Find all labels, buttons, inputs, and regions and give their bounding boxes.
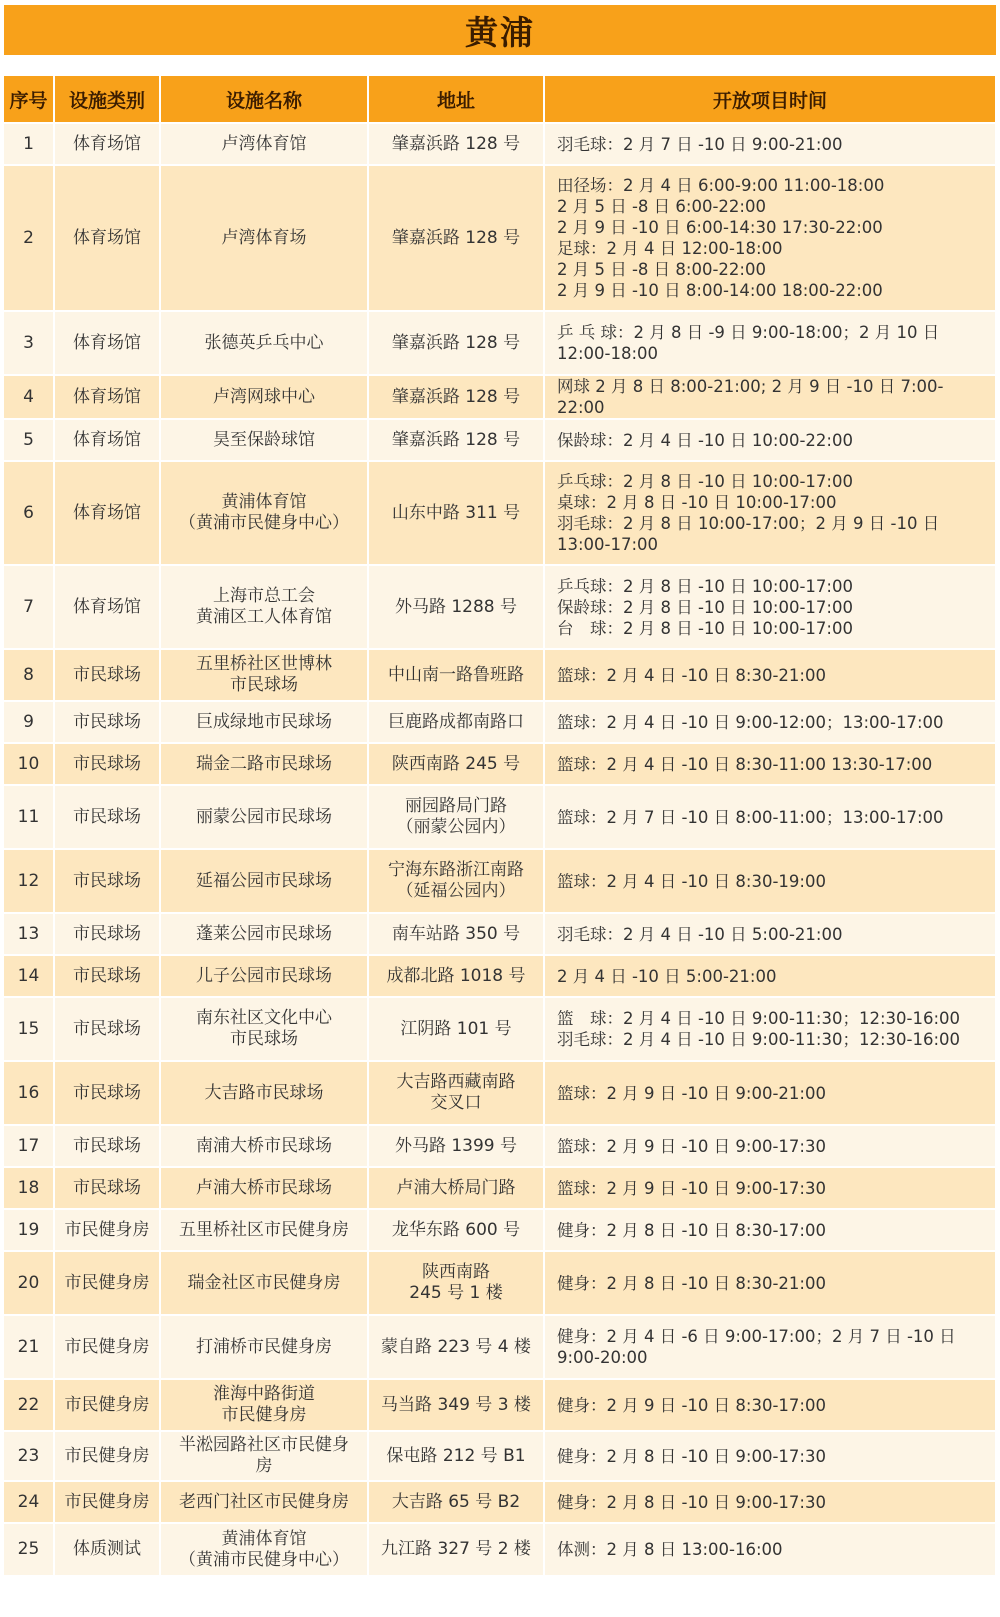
cell-category: 市民球场 (54, 913, 160, 955)
cell-address (368, 165, 544, 311)
cell-facility-name (160, 1379, 368, 1431)
cell-address (368, 1315, 544, 1379)
cell-open-hours (544, 1315, 996, 1379)
hours-line: 乒乓球：2 月 8 日 -10 日 10:00-17:00 (557, 576, 853, 596)
hours-line: 健身：2 月 4 日 -6 日 9:00-17:00；2 月 7 日 -10 日 9:00-20:00 (557, 1327, 956, 1367)
cell-open-hours (544, 785, 996, 849)
cell-address (368, 461, 544, 565)
table-body (4, 123, 996, 1575)
cell-number: 24 (4, 1481, 54, 1523)
hours-line: 篮球：2 月 4 日 -10 日 8:30-19:00 (557, 871, 826, 891)
cell-open-hours (544, 1431, 996, 1481)
address-line: 宁海东路浙江南路 (388, 860, 524, 880)
cell-category: 体育场馆 (54, 375, 160, 419)
cell-open-hours (544, 701, 996, 743)
cell-number: 16 (4, 1061, 54, 1125)
hours-line: 篮球：2 月 9 日 -10 日 9:00-17:30 (557, 1136, 826, 1156)
cell-number: 11 (4, 785, 54, 849)
table-row (4, 997, 996, 1061)
table-row (4, 461, 996, 565)
name-line: 大吉路市民球场 (204, 1082, 324, 1103)
cell-open-hours (544, 1061, 996, 1125)
cell-number: 8 (4, 649, 54, 701)
cell-number: 5 (4, 419, 54, 461)
cell-category: 市民球场 (54, 955, 160, 997)
name-line: 黄浦体育馆 (221, 1528, 307, 1549)
cell-number: 12 (4, 849, 54, 913)
title-bar (4, 5, 996, 55)
cell-number: 10 (4, 743, 54, 785)
cell-number: 6 (4, 461, 54, 565)
hours-line: 乒乓球：2 月 8 日 -10 日 10:00-17:00 (557, 472, 853, 491)
cell-facility-name (160, 743, 368, 785)
hours-line: 篮球：2 月 4 日 -10 日 9:00-12:00；13:00-17:00 (557, 712, 944, 732)
address-line: 龙华东路 600 号 (391, 1219, 521, 1240)
cell-open-hours (544, 913, 996, 955)
name-line: 张德英乒乓中心 (204, 332, 324, 353)
table-row (4, 565, 996, 649)
table-row (4, 1167, 996, 1209)
hours-line: 羽毛球：2 月 4 日 -10 日 5:00-21:00 (557, 924, 843, 944)
cell-facility-name (160, 165, 368, 311)
hours-line: 篮球：2 月 4 日 -10 日 8:30-11:00 13:30-17:00 (557, 754, 933, 774)
hours-line: 健身：2 月 8 日 -10 日 8:30-21:00 (557, 1273, 826, 1293)
cell-facility-name (160, 565, 368, 649)
table-row (4, 1431, 996, 1481)
cell-category: 市民球场 (54, 649, 160, 701)
address-line: 大吉路 65 号 B2 (391, 1491, 521, 1512)
cell-address (368, 955, 544, 997)
cell-number: 15 (4, 997, 54, 1061)
cell-open-hours (544, 1167, 996, 1209)
header-category: 设施类别 (54, 76, 160, 123)
name-line: 市民健身房 (221, 1405, 307, 1425)
address-line: 肇嘉浜路 128 号 (391, 332, 521, 353)
hours-line: 篮球：2 月 9 日 -10 日 9:00-17:30 (557, 1178, 826, 1198)
cell-facility-name (160, 1431, 368, 1481)
table-row (4, 1209, 996, 1251)
hours-line: 篮 球：2 月 4 日 -10 日 9:00-11:30；12:30-16:00 (557, 1009, 961, 1028)
cell-address (368, 1251, 544, 1315)
address-line: 交叉口 (430, 1093, 482, 1113)
page-title: 黄浦 (465, 12, 535, 52)
cell-number: 21 (4, 1315, 54, 1379)
name-line: 房 (255, 1456, 273, 1476)
address-line: 肇嘉浜路 128 号 (391, 429, 521, 450)
address-line: 外马路 1288 号 (394, 596, 518, 617)
cell-open-hours (544, 955, 996, 997)
address-line: 陕西南路 245 号 (391, 753, 521, 774)
header-number: 序号 (4, 76, 54, 123)
name-line: （黄浦市民健身中心） (179, 513, 349, 533)
cell-category: 市民球场 (54, 849, 160, 913)
cell-facility-name (160, 1251, 368, 1315)
cell-category: 市民球场 (54, 785, 160, 849)
address-line: 保屯路 212 号 B1 (386, 1445, 526, 1466)
hours-line: 2 月 9 日 -10 日 8:00-14:00 18:00-22:00 (557, 281, 883, 300)
cell-category: 体育场馆 (54, 123, 160, 165)
cell-facility-name (160, 375, 368, 419)
cell-facility-name (160, 311, 368, 375)
name-line: 延福公园市民球场 (196, 870, 332, 891)
cell-category: 市民球场 (54, 997, 160, 1061)
address-line: 成都北路 1018 号 (386, 965, 526, 986)
cell-category: 体育场馆 (54, 311, 160, 375)
header-address: 地址 (368, 76, 544, 123)
hours-line: 桌球：2 月 8 日 -10 日 10:00-17:00 (557, 493, 837, 512)
hours-line: 网球 2 月 8 日 8:00-21:00; 2 月 9 日 -10 日 7:00-22:00 (557, 377, 944, 417)
hours-line: 2 月 9 日 -10 日 6:00-14:30 17:30-22:00 (557, 218, 883, 237)
cell-facility-name (160, 1481, 368, 1523)
name-line: 儿子公园市民球场 (196, 965, 332, 986)
table-row (4, 165, 996, 311)
cell-address (368, 1125, 544, 1167)
address-line: 外马路 1399 号 (394, 1135, 518, 1156)
facility-table (4, 76, 997, 1575)
address-line: 九江路 327 号 2 楼 (381, 1539, 531, 1559)
address-line: 245 号 1 楼 (409, 1283, 503, 1303)
cell-open-hours (544, 1523, 996, 1575)
name-line: 黄浦区工人体育馆 (196, 607, 332, 627)
cell-category: 市民健身房 (54, 1431, 160, 1481)
cell-facility-name (160, 785, 368, 849)
address-line: 山东中路 311 号 (391, 502, 521, 523)
cell-category: 市民健身房 (54, 1379, 160, 1431)
address-line: 巨鹿路成都南路口 (388, 711, 524, 732)
header-open-hours: 开放项目时间 (544, 76, 996, 123)
cell-open-hours (544, 649, 996, 701)
hours-line: 健身：2 月 8 日 -10 日 9:00-17:30 (557, 1492, 826, 1512)
name-line: 黄浦体育馆 (221, 492, 307, 512)
cell-facility-name (160, 1061, 368, 1125)
table-row (4, 1061, 996, 1125)
cell-facility-name (160, 123, 368, 165)
cell-category: 体育场馆 (54, 165, 160, 311)
cell-address (368, 1481, 544, 1523)
cell-category: 市民健身房 (54, 1481, 160, 1523)
hours-line: 田径场：2 月 4 日 6:00-9:00 11:00-18:00 (557, 176, 885, 195)
cell-open-hours (544, 743, 996, 785)
cell-open-hours (544, 565, 996, 649)
cell-open-hours (544, 997, 996, 1061)
table-row (4, 1379, 996, 1431)
cell-category: 体育场馆 (54, 461, 160, 565)
address-line: （丽蒙公园内） (396, 817, 516, 837)
cell-address (368, 743, 544, 785)
cell-category: 市民球场 (54, 701, 160, 743)
cell-address (368, 913, 544, 955)
name-line: 卢湾体育馆 (221, 133, 307, 154)
cell-number: 22 (4, 1379, 54, 1431)
hours-line: 健身：2 月 9 日 -10 日 8:30-17:00 (557, 1395, 826, 1415)
cell-category: 市民球场 (54, 743, 160, 785)
hours-line: 篮球：2 月 7 日 -10 日 8:00-11:00；13:00-17:00 (557, 807, 944, 827)
cell-open-hours (544, 1379, 996, 1431)
header-row (4, 76, 996, 123)
cell-category: 市民球场 (54, 1061, 160, 1125)
cell-address (368, 1167, 544, 1209)
cell-category: 体育场馆 (54, 419, 160, 461)
cell-number: 9 (4, 701, 54, 743)
cell-open-hours (544, 375, 996, 419)
name-line: 上海市总工会 (213, 586, 315, 606)
cell-open-hours (544, 461, 996, 565)
cell-address (368, 1061, 544, 1125)
cell-address (368, 565, 544, 649)
cell-open-hours (544, 849, 996, 913)
table-row (4, 375, 996, 419)
hours-line: 足球：2 月 4 日 12:00-18:00 (557, 239, 783, 258)
name-line: 巨成绿地市民球场 (196, 711, 332, 732)
name-line: 打浦桥市民健身房 (196, 1336, 332, 1357)
cell-address (368, 1209, 544, 1251)
cell-category: 市民球场 (54, 1167, 160, 1209)
cell-facility-name (160, 1523, 368, 1575)
name-line: 昊至保龄球馆 (213, 429, 315, 450)
name-line: 市民球场 (230, 675, 298, 695)
address-line: 卢浦大桥局门路 (396, 1177, 516, 1198)
table-row (4, 849, 996, 913)
cell-address (368, 649, 544, 701)
hours-line: 篮球：2 月 9 日 -10 日 9:00-21:00 (557, 1083, 826, 1103)
cell-category: 市民健身房 (54, 1251, 160, 1315)
name-line: 市民球场 (230, 1029, 298, 1049)
name-line: 瑞金社区市民健身房 (187, 1272, 341, 1293)
hours-line: 羽毛球：2 月 8 日 10:00-17:00；2 月 9 日 -10 日 13:00-17:00 (557, 514, 940, 554)
name-line: 瑞金二路市民球场 (196, 753, 332, 774)
name-line: 卢浦大桥市民球场 (196, 1177, 332, 1198)
hours-line: 羽毛球：2 月 7 日 -10 日 9:00-21:00 (557, 134, 843, 154)
hours-line: 健身：2 月 8 日 -10 日 9:00-17:30 (557, 1446, 826, 1466)
cell-facility-name (160, 1125, 368, 1167)
cell-facility-name (160, 955, 368, 997)
table-row (4, 1523, 996, 1575)
cell-address (368, 997, 544, 1061)
name-line: 南浦大桥市民球场 (196, 1135, 332, 1156)
cell-category: 市民健身房 (54, 1315, 160, 1379)
address-line: 马当路 349 号 3 楼 (381, 1394, 531, 1415)
table-row (4, 419, 996, 461)
table-row (4, 955, 996, 997)
cell-facility-name (160, 913, 368, 955)
hours-line: 保龄球：2 月 4 日 -10 日 10:00-22:00 (557, 430, 853, 450)
cell-facility-name (160, 849, 368, 913)
table-row (4, 785, 996, 849)
name-line: 卢湾体育场 (221, 227, 307, 248)
cell-open-hours (544, 123, 996, 165)
cell-address (368, 311, 544, 375)
cell-address (368, 123, 544, 165)
address-line: 江阴路 101 号 (400, 1018, 512, 1039)
address-line: 肇嘉浜路 128 号 (391, 386, 521, 407)
cell-open-hours (544, 419, 996, 461)
table-row (4, 311, 996, 375)
name-line: 半淞园路社区市民健身 (179, 1435, 349, 1455)
table-row (4, 701, 996, 743)
cell-facility-name (160, 997, 368, 1061)
name-line: （黄浦市民健身中心） (179, 1549, 349, 1570)
header-facility-name: 设施名称 (160, 76, 368, 123)
name-line: 蓬莱公园市民球场 (196, 923, 332, 944)
cell-open-hours (544, 1125, 996, 1167)
table-row (4, 743, 996, 785)
hours-line: 2 月 4 日 -10 日 5:00-21:00 (557, 966, 777, 986)
table-row (4, 1125, 996, 1167)
cell-facility-name (160, 461, 368, 565)
table-row (4, 1251, 996, 1315)
cell-open-hours (544, 1251, 996, 1315)
table-row (4, 123, 996, 165)
cell-address (368, 1379, 544, 1431)
cell-facility-name (160, 1209, 368, 1251)
cell-facility-name (160, 701, 368, 743)
cell-address (368, 375, 544, 419)
address-line: 蒙自路 223 号 4 楼 (381, 1336, 531, 1357)
cell-open-hours (544, 311, 996, 375)
cell-address (368, 849, 544, 913)
cell-facility-name (160, 419, 368, 461)
name-line: 淮海中路街道 (213, 1384, 315, 1404)
hours-line: 健身：2 月 8 日 -10 日 8:30-17:00 (557, 1220, 826, 1240)
cell-number: 20 (4, 1251, 54, 1315)
cell-address (368, 419, 544, 461)
cell-facility-name (160, 1315, 368, 1379)
cell-address (368, 1431, 544, 1481)
hours-line: 篮球：2 月 4 日 -10 日 8:30-21:00 (557, 665, 826, 685)
name-line: 五里桥社区市民健身房 (179, 1219, 349, 1240)
address-line: 大吉路西藏南路 (396, 1072, 516, 1092)
hours-line: 保龄球：2 月 8 日 -10 日 10:00-17:00 (557, 597, 853, 617)
hours-line: 2 月 5 日 -8 日 8:00-22:00 (557, 260, 766, 279)
address-line: 陕西南路 (422, 1262, 490, 1282)
cell-address (368, 785, 544, 849)
cell-number: 14 (4, 955, 54, 997)
cell-number: 4 (4, 375, 54, 419)
table-row (4, 1481, 996, 1523)
address-line: 丽园路局门路 (405, 796, 507, 816)
cell-number: 1 (4, 123, 54, 165)
cell-number: 23 (4, 1431, 54, 1481)
cell-number: 25 (4, 1523, 54, 1575)
hours-line: 乒 乓 球：2 月 8 日 -9 日 9:00-18:00；2 月 10 日 12:00-18:00 (557, 323, 940, 363)
address-line: 肇嘉浜路 128 号 (391, 133, 521, 154)
cell-facility-name (160, 649, 368, 701)
address-line: 肇嘉浜路 128 号 (391, 227, 521, 248)
name-line: 卢湾网球中心 (213, 386, 315, 407)
cell-address (368, 701, 544, 743)
table-row (4, 649, 996, 701)
hours-line: 羽毛球：2 月 4 日 -10 日 9:00-11:30；12:30-16:00 (557, 1030, 961, 1049)
hours-line: 台 球：2 月 8 日 -10 日 10:00-17:00 (557, 618, 853, 638)
address-line: 中山南一路鲁班路 (388, 664, 524, 685)
table-row (4, 913, 996, 955)
cell-number: 3 (4, 311, 54, 375)
cell-address (368, 1523, 544, 1575)
hours-line: 体测：2 月 8 日 13:00-16:00 (557, 1540, 783, 1559)
cell-open-hours (544, 165, 996, 311)
cell-number: 18 (4, 1167, 54, 1209)
cell-number: 13 (4, 913, 54, 955)
name-line: 南东社区文化中心 (196, 1008, 332, 1028)
cell-number: 17 (4, 1125, 54, 1167)
address-line: （延福公园内） (396, 881, 516, 901)
address-line: 南车站路 350 号 (391, 923, 521, 944)
cell-facility-name (160, 1167, 368, 1209)
name-line: 老西门社区市民健身房 (179, 1491, 349, 1512)
cell-category: 体育场馆 (54, 565, 160, 649)
cell-number: 19 (4, 1209, 54, 1251)
cell-category: 市民健身房 (54, 1209, 160, 1251)
table-row (4, 1315, 996, 1379)
cell-category: 体质测试 (54, 1523, 160, 1575)
name-line: 五里桥社区世博林 (196, 654, 332, 674)
name-line: 丽蒙公园市民球场 (196, 806, 332, 827)
cell-category: 市民球场 (54, 1125, 160, 1167)
cell-number: 7 (4, 565, 54, 649)
cell-open-hours (544, 1209, 996, 1251)
hours-line: 2 月 5 日 -8 日 6:00-22:00 (557, 197, 766, 216)
cell-open-hours (544, 1481, 996, 1523)
cell-number: 2 (4, 165, 54, 311)
